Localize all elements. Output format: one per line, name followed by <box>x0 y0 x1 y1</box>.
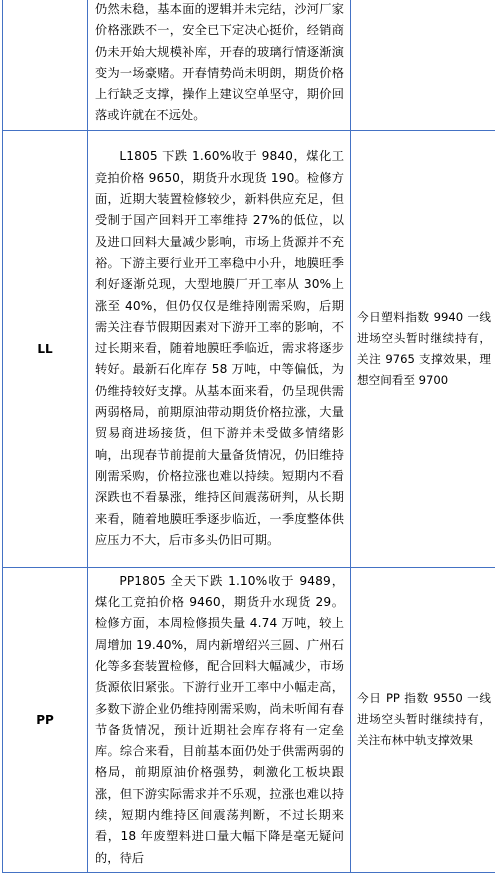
analysis-cell <box>88 130 351 567</box>
view-text: 今日塑料指数 9940 一线进场空头暂时继续持有，关注 9765 支撑效果，理想空间看至 9700 <box>351 307 495 391</box>
view-cell <box>351 567 495 872</box>
commodity-analysis-table <box>2 0 495 873</box>
analysis-cell <box>88 0 351 130</box>
view-text: 今日 PP 指数 9550 一线进场空头暂时继续持有，关注布林中轨支撑效果 <box>351 688 495 751</box>
commodity-label-cell <box>3 130 88 567</box>
commodity-label: PP <box>36 713 54 727</box>
table-row <box>3 0 495 130</box>
analysis-text: PP1805 全天下跌 1.10%收于 9489，煤化工竞拍价格 9460，期货升水现货 29。检修方面，本周检修损失量 4.74 万吨，较上周增加 19.40%，周内新增绍兴三圆、广州石化等多套装置检修，配合回料大幅减少，市场货源依旧紧张。下游行业开工率中小幅走高，多数下游企业仍维持刚需采购，尚未听闻有春节备货情况，预计近期社会库存将有一定垒库。综合来看，目前基本面仍处于供需两弱的格局，前期原油价格强势，刺激化工板块跟涨，但下游实际需求并不乐观，拉涨也难以持续，短期内维持区间震荡判断，不过长期来看，18 年废塑料进口量大幅下降是毫无疑问的，待后 <box>88 568 350 872</box>
commodity-label-cell <box>3 567 88 872</box>
analysis-cell <box>88 567 351 872</box>
table-row <box>3 567 495 872</box>
table-row <box>3 130 495 567</box>
analysis-text: L1805 下跌 1.60%收于 9840，煤化工竞拍价格 9650，期货升水现货 190。检修方面，近期大装置检修较少，新料供应充足，但受制于国产回料开工率维持 27%的低位，以及进口回料大量减少影响，市场上货源并不充裕。下游主要行业开工率稳中小升，地膜旺季利好逐渐兑现，大型地膜厂开工率从 30%上涨至 40%，但仍仅仅是维持刚需采购，后期需关注春节假期因素对下游开工率的影响，不过长期来看，随着地膜旺季临近，需求将逐步转好。最新石化库存 58 万吨，中等偏低，为仍维持较好支撑。从基本面来看，仍呈现供需两弱格局，前期原油带动期货价格拉涨，大量贸易商进场接货，但下游并未受做多情绪影响，出现春节前提前大量备货情况，仍旧维持刚需采购，价格拉涨也难以持续。短期内不看深跌也不看暴涨，维持区间震荡研判，从长期来看，随着地膜旺季逐步临近，一季度整体供应压力不大，后市多头仍旧可期。 <box>88 143 350 554</box>
view-cell <box>351 130 495 567</box>
view-cell <box>351 0 495 130</box>
commodity-label-cell <box>3 0 88 130</box>
commodity-label: LL <box>37 342 52 356</box>
analysis-text: 仍然未稳，基本面的逻辑并未完结，沙河厂家价格涨跌不一，安全已下定决心挺价，经销商仍未开始大规模补库，开春的玻璃行情逐渐演变为一场豪赌。开春情势尚未明朗，期货价格上行缺乏支撑，操作上建议空单坚守，期价回落或许就在不远处。 <box>88 0 350 130</box>
